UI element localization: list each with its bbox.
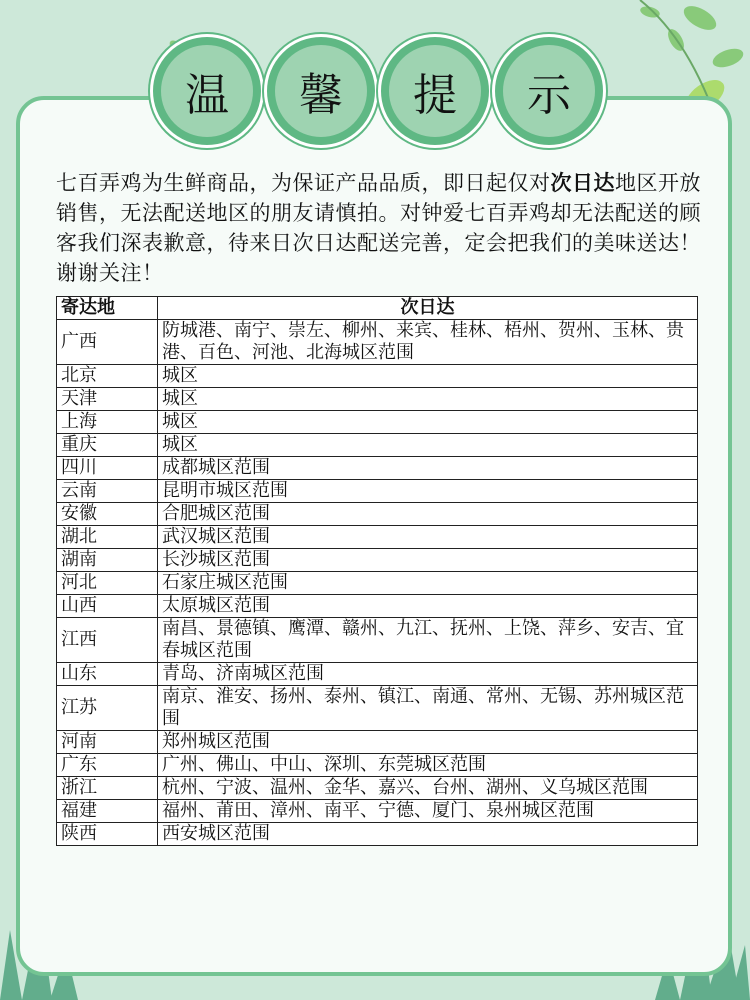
region-cell: 四川: [57, 457, 158, 480]
table-row: [57, 388, 698, 411]
areas-cell: 城区: [158, 411, 698, 434]
areas-cell: 长沙城区范围: [158, 549, 698, 572]
table-row: [57, 480, 698, 503]
region-cell: 重庆: [57, 434, 158, 457]
table-row: [57, 800, 698, 823]
region-cell: 河北: [57, 572, 158, 595]
table-row: [57, 618, 698, 663]
areas-cell: 防城港、南宁、崇左、柳州、来宾、桂林、梧州、贺州、玉林、贵港、百色、河池、北海城区范围: [158, 320, 698, 365]
intro-part1: 七百弄鸡为生鲜商品，为保证产品品质，即日起仅对: [56, 171, 551, 195]
areas-cell: 杭州、宁波、温州、金华、嘉兴、台州、湖州、义乌城区范围: [158, 777, 698, 800]
areas-cell: 昆明市城区范围: [158, 480, 698, 503]
table-row: [57, 434, 698, 457]
areas-cell: 太原城区范围: [158, 595, 698, 618]
table-row: [57, 823, 698, 846]
intro-part2: 地区开放销售，无法配送地区的朋友请慎拍。对钟爱七百弄鸡却无法配送的顾客我们深表歉意，待来日次日达配送完善，定会把我们的美味送达！谢谢关注！: [56, 171, 701, 285]
region-cell: 陕西: [57, 823, 158, 846]
region-cell: 浙江: [57, 777, 158, 800]
header-next-day: 次日达: [158, 297, 698, 320]
title-circles: [150, 34, 610, 152]
title-char: 温: [161, 45, 253, 137]
region-cell: 北京: [57, 365, 158, 388]
areas-cell: 合肥城区范围: [158, 503, 698, 526]
table-row: [57, 572, 698, 595]
table-row: [57, 754, 698, 777]
region-cell: 江苏: [57, 686, 158, 731]
areas-cell: 西安城区范围: [158, 823, 698, 846]
table-row: [57, 411, 698, 434]
table-row: [57, 777, 698, 800]
table-row: [57, 320, 698, 365]
title-char: 提: [389, 45, 481, 137]
table-row: [57, 595, 698, 618]
region-cell: 湖北: [57, 526, 158, 549]
areas-cell: 城区: [158, 388, 698, 411]
table-row: [57, 731, 698, 754]
areas-cell: 南京、淮安、扬州、泰州、镇江、南通、常州、无锡、苏州城区范围: [158, 686, 698, 731]
header-region: 寄达地: [57, 297, 158, 320]
areas-cell: 石家庄城区范围: [158, 572, 698, 595]
areas-cell: 青岛、济南城区范围: [158, 663, 698, 686]
table-header-row: [57, 297, 698, 320]
areas-cell: 城区: [158, 365, 698, 388]
table-row: [57, 549, 698, 572]
table-row: [57, 663, 698, 686]
areas-cell: 成都城区范围: [158, 457, 698, 480]
areas-cell: 福州、莆田、漳州、南平、宁德、厦门、泉州城区范围: [158, 800, 698, 823]
region-cell: 广东: [57, 754, 158, 777]
table-row: [57, 503, 698, 526]
title-circle: [264, 34, 378, 148]
table-row: [57, 686, 698, 731]
region-cell: 安徽: [57, 503, 158, 526]
region-cell: 山东: [57, 663, 158, 686]
intro-text: [56, 168, 704, 288]
region-cell: 江西: [57, 618, 158, 663]
title-circle: [378, 34, 492, 148]
areas-cell: 郑州城区范围: [158, 731, 698, 754]
title-char: 馨: [275, 45, 367, 137]
region-cell: 河南: [57, 731, 158, 754]
region-cell: 天津: [57, 388, 158, 411]
title-circle: [150, 34, 264, 148]
intro-bold: 次日达: [550, 171, 615, 195]
title-circle: [492, 34, 606, 148]
delivery-table: [56, 296, 698, 846]
table-row: [57, 526, 698, 549]
areas-cell: 广州、佛山、中山、深圳、东莞城区范围: [158, 754, 698, 777]
table-row: [57, 365, 698, 388]
region-cell: 广西: [57, 320, 158, 365]
region-cell: 山西: [57, 595, 158, 618]
title-char: 示: [503, 45, 595, 137]
areas-cell: 武汉城区范围: [158, 526, 698, 549]
region-cell: 上海: [57, 411, 158, 434]
areas-cell: 南昌、景德镇、鹰潭、赣州、九江、抚州、上饶、萍乡、安吉、宜春城区范围: [158, 618, 698, 663]
table-body: [57, 320, 698, 846]
region-cell: 湖南: [57, 549, 158, 572]
region-cell: 福建: [57, 800, 158, 823]
areas-cell: 城区: [158, 434, 698, 457]
region-cell: 云南: [57, 480, 158, 503]
table-row: [57, 457, 698, 480]
